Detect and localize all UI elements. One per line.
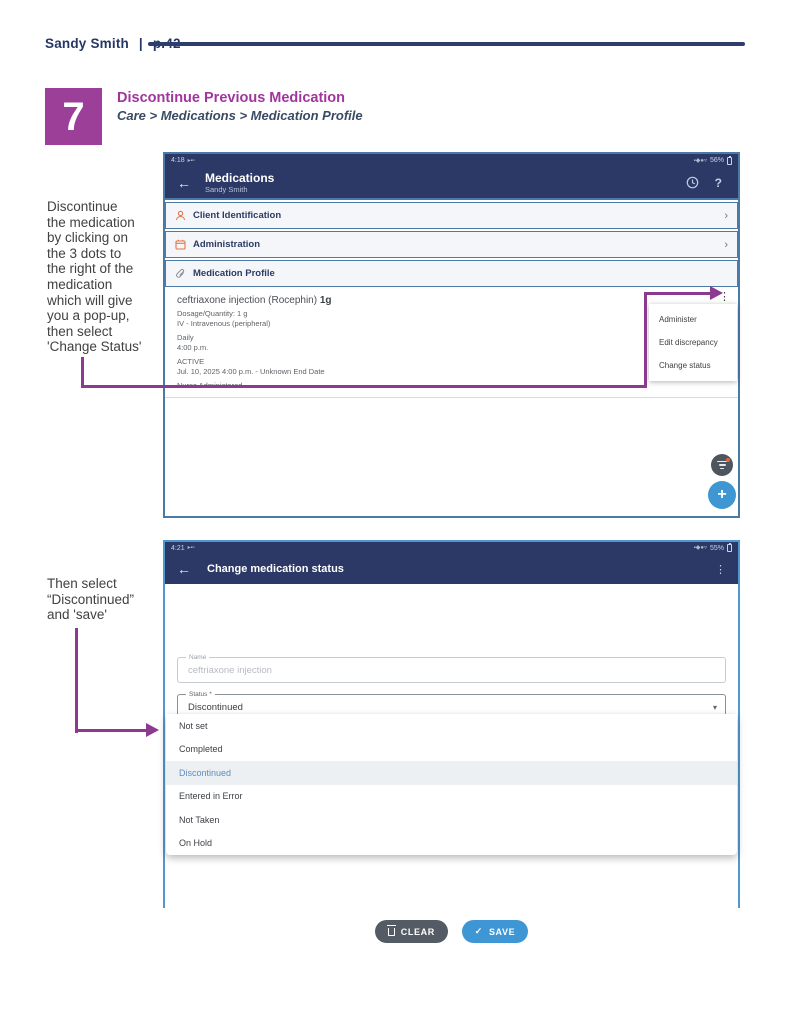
back-icon[interactable]: ← bbox=[177, 174, 191, 191]
form-body bbox=[165, 584, 738, 948]
chevron-right-icon: › bbox=[724, 238, 728, 251]
app-bar bbox=[165, 554, 738, 584]
notification-icons: ▸▪▫ bbox=[187, 545, 195, 551]
section-label: Administration bbox=[193, 239, 261, 250]
doc-header-divider: | bbox=[138, 36, 143, 51]
annotation-line: Then select bbox=[47, 576, 117, 591]
notification-icons: ▸▪▫ bbox=[187, 157, 195, 164]
status-bar bbox=[165, 542, 738, 554]
system-icons: ▪◆●▿ bbox=[693, 157, 707, 164]
annotation-line: medication bbox=[47, 276, 113, 292]
battery-icon bbox=[727, 544, 732, 552]
plus-icon: + bbox=[717, 486, 727, 503]
status-time: 4:18 bbox=[171, 157, 185, 164]
step-title: Discontinue Previous Medication bbox=[117, 90, 346, 106]
arrow1-head bbox=[710, 286, 723, 300]
arrow2-segment bbox=[75, 628, 78, 733]
medication-dosage: Dosage/Quantity: 1 g bbox=[177, 309, 248, 318]
status-field-label: Status * bbox=[186, 691, 215, 698]
more-options-icon[interactable]: ⋮ bbox=[719, 291, 730, 303]
medication-time: 4:00 p.m. bbox=[177, 342, 209, 352]
annotation-line: the 3 dots to bbox=[47, 245, 122, 261]
name-field-label: Name bbox=[186, 654, 209, 661]
breadcrumb: Care > Medications > Medication Profile bbox=[117, 108, 363, 123]
paperclip-icon bbox=[175, 268, 186, 279]
annotation-line: 'Change Status' bbox=[47, 339, 142, 355]
annotation-line: Discontinue bbox=[47, 199, 118, 214]
filter-badge-dot bbox=[726, 458, 730, 462]
arrow1-segment bbox=[81, 385, 647, 388]
annotation-line: and 'save' bbox=[47, 607, 107, 623]
screenshot-change-status bbox=[163, 540, 740, 937]
option-not-taken[interactable]: Not Taken bbox=[179, 814, 220, 825]
annotation-discontinue bbox=[47, 199, 177, 355]
medication-route: IV - Intravenous (peripheral) bbox=[177, 318, 271, 328]
dropdown-caret-icon: ▾ bbox=[712, 703, 717, 712]
arrow1-segment bbox=[647, 292, 710, 295]
arrow2-head bbox=[146, 723, 159, 737]
arrow2-segment bbox=[75, 729, 146, 732]
menu-item-edit-discrepancy[interactable]: Edit discrepancy bbox=[659, 338, 718, 347]
client-name: Sandy Smith bbox=[205, 184, 248, 194]
clear-button[interactable] bbox=[375, 920, 448, 943]
status-time: 4:21 bbox=[171, 544, 185, 552]
screen-title: Change medication status bbox=[207, 563, 344, 575]
annotation-line: “Discontinued” bbox=[47, 591, 135, 607]
trash-icon bbox=[388, 928, 395, 936]
name-field-value: ceftriaxone injection bbox=[188, 665, 272, 676]
battery-icon bbox=[727, 157, 732, 165]
status-dropdown bbox=[166, 714, 737, 855]
medication-name-text: ceftriaxone injection (Rocephin) bbox=[177, 295, 320, 306]
status-bar bbox=[165, 154, 738, 167]
medication-status: ACTIVE bbox=[177, 357, 205, 366]
battery-percent: 55% bbox=[709, 544, 724, 552]
battery-percent: 56% bbox=[709, 157, 724, 164]
app-bar bbox=[165, 167, 738, 200]
doc-author: Sandy Smith bbox=[45, 36, 129, 51]
screen-title: Medications bbox=[205, 170, 275, 185]
menu-item-administer[interactable]: Administer bbox=[659, 315, 697, 324]
annotation-line: then select bbox=[47, 323, 113, 339]
annotation-select-discontinued bbox=[47, 576, 177, 623]
help-icon[interactable]: ? bbox=[714, 175, 722, 190]
medication-dose: 1g bbox=[319, 295, 332, 306]
annotation-line: the right of the bbox=[47, 261, 134, 277]
section-client-identification[interactable] bbox=[165, 202, 738, 229]
medication-frequency: Daily bbox=[177, 333, 194, 342]
history-icon[interactable] bbox=[686, 176, 699, 189]
arrow1-segment bbox=[644, 292, 647, 388]
arrow1-segment bbox=[81, 357, 84, 388]
back-icon[interactable]: ← bbox=[177, 561, 191, 577]
add-fab[interactable] bbox=[708, 481, 736, 509]
section-administration[interactable] bbox=[165, 231, 738, 258]
calendar-icon bbox=[175, 239, 186, 250]
option-entered-in-error[interactable]: Entered in Error bbox=[179, 791, 243, 802]
person-icon bbox=[175, 210, 186, 221]
name-field bbox=[177, 654, 726, 683]
check-icon: ✓ bbox=[474, 926, 483, 936]
filter-fab[interactable] bbox=[711, 454, 733, 476]
option-not-set[interactable]: Not set bbox=[179, 720, 208, 731]
option-discontinued[interactable]: Discontinued bbox=[166, 761, 737, 785]
annotation-line: which will give bbox=[47, 292, 133, 308]
more-options-icon[interactable]: ⋮ bbox=[715, 563, 726, 576]
screenshot-medication-profile bbox=[163, 152, 740, 518]
header-rule bbox=[148, 42, 745, 46]
step-number: 7 bbox=[62, 94, 85, 139]
action-buttons bbox=[165, 920, 738, 943]
clear-button-label: CLEAR bbox=[400, 926, 435, 937]
system-icons: ▪◆●▿ bbox=[693, 545, 707, 551]
section-medication-profile[interactable] bbox=[165, 260, 738, 287]
context-menu bbox=[649, 304, 737, 381]
annotation-line: you a pop-up, bbox=[47, 308, 130, 324]
save-button[interactable] bbox=[462, 920, 528, 943]
section-label: Medication Profile bbox=[193, 268, 275, 279]
annotation-line: by clicking on bbox=[47, 230, 129, 246]
annotation-line: the medication bbox=[47, 214, 135, 230]
medication-date-range: Jul. 10, 2025 4:00 p.m. - Unknown End Date bbox=[177, 366, 325, 376]
save-button-label: SAVE bbox=[488, 926, 516, 937]
section-label: Client Identification bbox=[193, 210, 282, 221]
chevron-right-icon: › bbox=[724, 209, 728, 222]
status-field-value: Discontinued bbox=[188, 702, 243, 713]
step-number-badge bbox=[45, 88, 102, 145]
menu-item-change-status[interactable]: Change status bbox=[659, 361, 711, 370]
option-on-hold[interactable]: On Hold bbox=[179, 838, 213, 849]
option-completed[interactable]: Completed bbox=[179, 744, 223, 755]
